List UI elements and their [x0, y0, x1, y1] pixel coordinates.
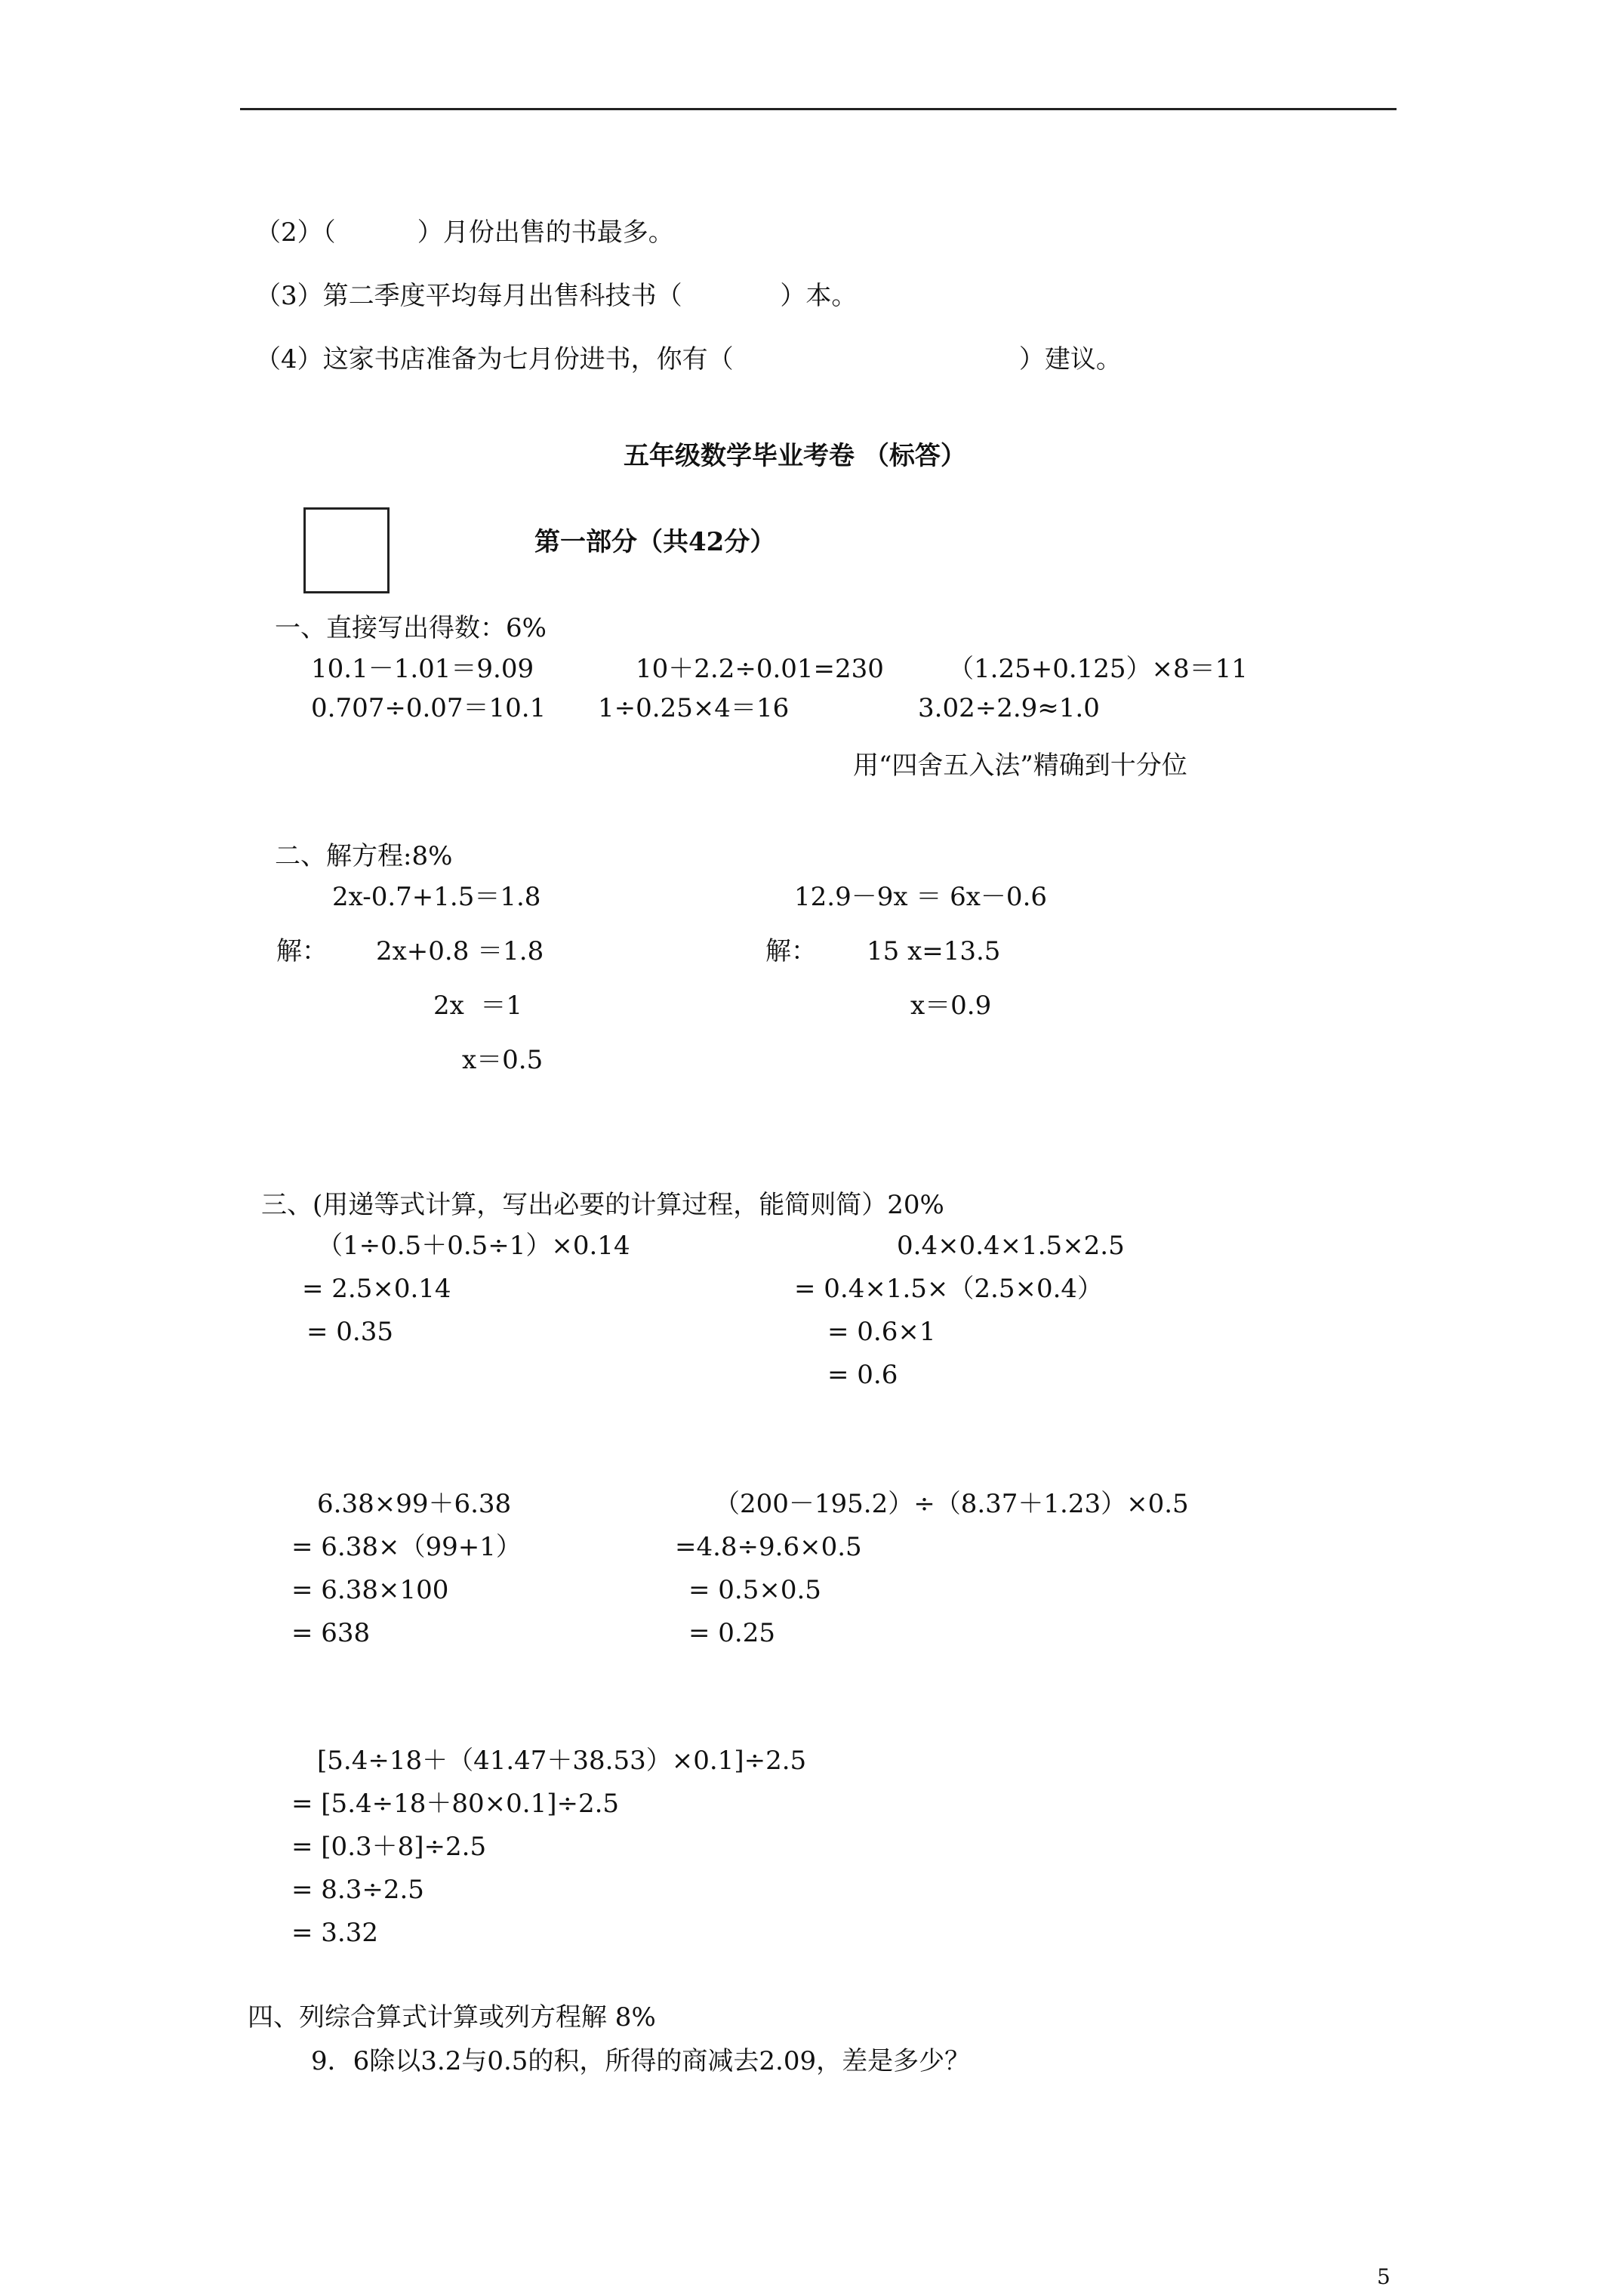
eq1: 2x-0.7+1.5＝1.8 — [332, 882, 541, 912]
p4-line3: = 0.5×0.5 — [688, 1575, 821, 1605]
question-2: （2）（ ）月份出售的书最多。 — [255, 217, 674, 248]
eq2-jie: 解： — [765, 936, 817, 966]
p3-line3: = 6.38×100 — [291, 1575, 449, 1605]
p3-line2: = 6.38×（99+1） — [291, 1532, 522, 1562]
question-4: （4）这家书店准备为七月份进书，你有（ ）建议。 — [255, 344, 1122, 374]
score-box — [303, 507, 390, 593]
eq1-step1: 2x+0.8 ＝1.8 — [376, 936, 544, 966]
s1-item-1: 10.1－1.01＝9.09 — [311, 654, 534, 684]
part-title: 第一部分（共42分） — [534, 527, 776, 557]
p2-line2: = 0.4×1.5×（2.5×0.4） — [794, 1274, 1104, 1304]
header-rule — [240, 108, 1397, 110]
eq1-step3: x＝0.5 — [462, 1045, 544, 1075]
p1-line2: = 2.5×0.14 — [302, 1274, 451, 1304]
p4-line4: = 0.25 — [688, 1618, 775, 1648]
p5-line4: = 8.3÷2.5 — [291, 1875, 424, 1905]
p5-line1: [5.4÷18＋（41.47＋38.53）×0.1]÷2.5 — [317, 1746, 807, 1776]
eq2: 12.9－9x ＝ 6x－0.6 — [794, 882, 1048, 912]
p2-line3: = 0.6×1 — [827, 1317, 936, 1347]
p4-line2: =4.8÷9.6×0.5 — [675, 1532, 862, 1562]
section4-question: 9．6除以3.2与0.5的积，所得的商减去2.09，差是多少？ — [311, 2046, 971, 2076]
question-3: （3）第二季度平均每月出售科技书（ ）本。 — [255, 281, 858, 311]
s1-item-2: 10＋2.2÷0.01=230 — [636, 654, 884, 684]
eq2-step1: 15 x=13.5 — [867, 936, 1001, 966]
rounding-note: 用“四舍五入法”精确到十分位 — [853, 750, 1187, 781]
s1-item-3: （1.25+0.125）×8＝11 — [948, 654, 1248, 684]
p3-line1: 6.38×99＋6.38 — [317, 1489, 512, 1519]
s1-item-4: 0.707÷0.07＝10.1 — [311, 693, 547, 723]
p5-line2: = [5.4÷18＋80×0.1]÷2.5 — [291, 1789, 620, 1819]
section4-heading: 四、列综合算式计算或列方程解 8% — [248, 2002, 656, 2032]
p2-line4: = 0.6 — [827, 1360, 898, 1390]
p1-line1: （1÷0.5＋0.5÷1）×0.14 — [317, 1231, 630, 1261]
p5-line5: = 3.32 — [291, 1918, 378, 1948]
p2-line1: 0.4×0.4×1.5×2.5 — [897, 1231, 1125, 1261]
section1-heading: 一、直接写出得数：6% — [275, 613, 547, 643]
s1-item-6: 3.02÷2.9≈1.0 — [918, 693, 1100, 723]
section2-heading: 二、解方程:8% — [275, 841, 453, 871]
eq2-step2: x＝0.9 — [910, 991, 992, 1021]
p4-line1: （200－195.2）÷（8.37＋1.23）×0.5 — [714, 1489, 1189, 1519]
eq1-jie: 解： — [276, 936, 328, 966]
p3-line4: = 638 — [291, 1618, 371, 1648]
eq1-step2: 2x ＝1 — [433, 991, 523, 1021]
p5-line3: = [0.3＋8]÷2.5 — [291, 1832, 487, 1862]
s1-item-5: 1÷0.25×4＝16 — [598, 693, 790, 723]
exam-title: 五年级数学毕业考卷 （标答） — [624, 441, 966, 471]
page-number: 5 — [1377, 2264, 1390, 2289]
section3-heading: 三、(用递等式计算，写出必要的计算过程，能简则简）20% — [261, 1190, 944, 1220]
p1-line3: = 0.35 — [306, 1317, 393, 1347]
